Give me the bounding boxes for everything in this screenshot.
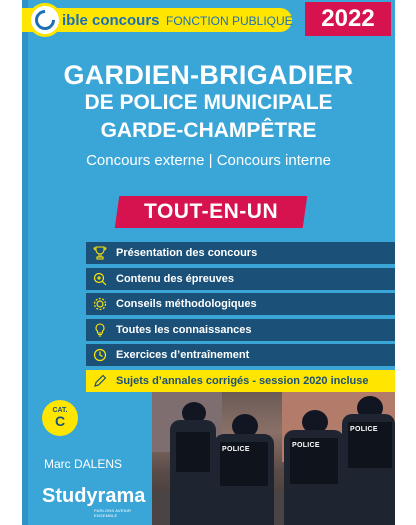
feature-item [86, 344, 395, 366]
publisher-logo [42, 482, 148, 518]
tout-en-un-banner [115, 196, 307, 228]
trophy-icon [92, 245, 108, 261]
feature-item-highlight [86, 370, 395, 392]
title-line-3: GARDE-CHAMPÊTRE [100, 119, 317, 142]
vest-label: POLICE [350, 426, 378, 433]
feature-item [86, 268, 395, 290]
category-badge [42, 400, 78, 436]
category-value: C [54, 413, 66, 429]
feature-label: Toutes les connaissances [116, 323, 252, 336]
feature-label: Conseils méthodologiques [116, 298, 257, 310]
feature-item [86, 293, 395, 315]
author-name: Marc DALENS [44, 457, 123, 471]
brand-subtitle: FONCTION PUBLIQUE [166, 14, 293, 28]
feature-label: Exercices d’entraînement [116, 349, 250, 361]
feature-label: Sujets d’annales corrigés - session 2020 incluse [116, 374, 369, 387]
exam-types: Concours externe | Concours interne [86, 152, 331, 169]
magnifier-plus-icon [92, 271, 108, 287]
year-badge: 2022 [305, 2, 391, 36]
feature-item [86, 319, 395, 341]
vest-label: POLICE [222, 446, 250, 453]
banner-label: TOUT-EN-UN [143, 200, 279, 223]
lightbulb-icon [92, 322, 108, 338]
cible-logo-icon [28, 3, 62, 37]
publisher-name: Studyrama [42, 484, 146, 507]
category-label: CAT. [52, 407, 68, 414]
book-cover [22, 0, 395, 525]
pencil-icon [92, 373, 108, 389]
title-line-2: DE POLICE MUNICIPALE [84, 91, 333, 114]
title-block [22, 60, 395, 171]
top-bar [22, 0, 395, 38]
gear-icon [92, 296, 108, 312]
clock-icon [92, 347, 108, 363]
feature-label: Présentation des concours [116, 247, 258, 259]
feature-list [86, 242, 395, 395]
title-line-1: GARDIEN-BRIGADIER [63, 60, 354, 90]
vest-label: POLICE [292, 442, 320, 449]
brand-name: ible concours [62, 12, 160, 29]
police-officers-photo [152, 392, 395, 525]
feature-item [86, 242, 395, 264]
publisher-tagline: PARLONS AVENIR ENSEMBLE [94, 508, 132, 518]
feature-label: Contenu des épreuves [116, 272, 234, 285]
